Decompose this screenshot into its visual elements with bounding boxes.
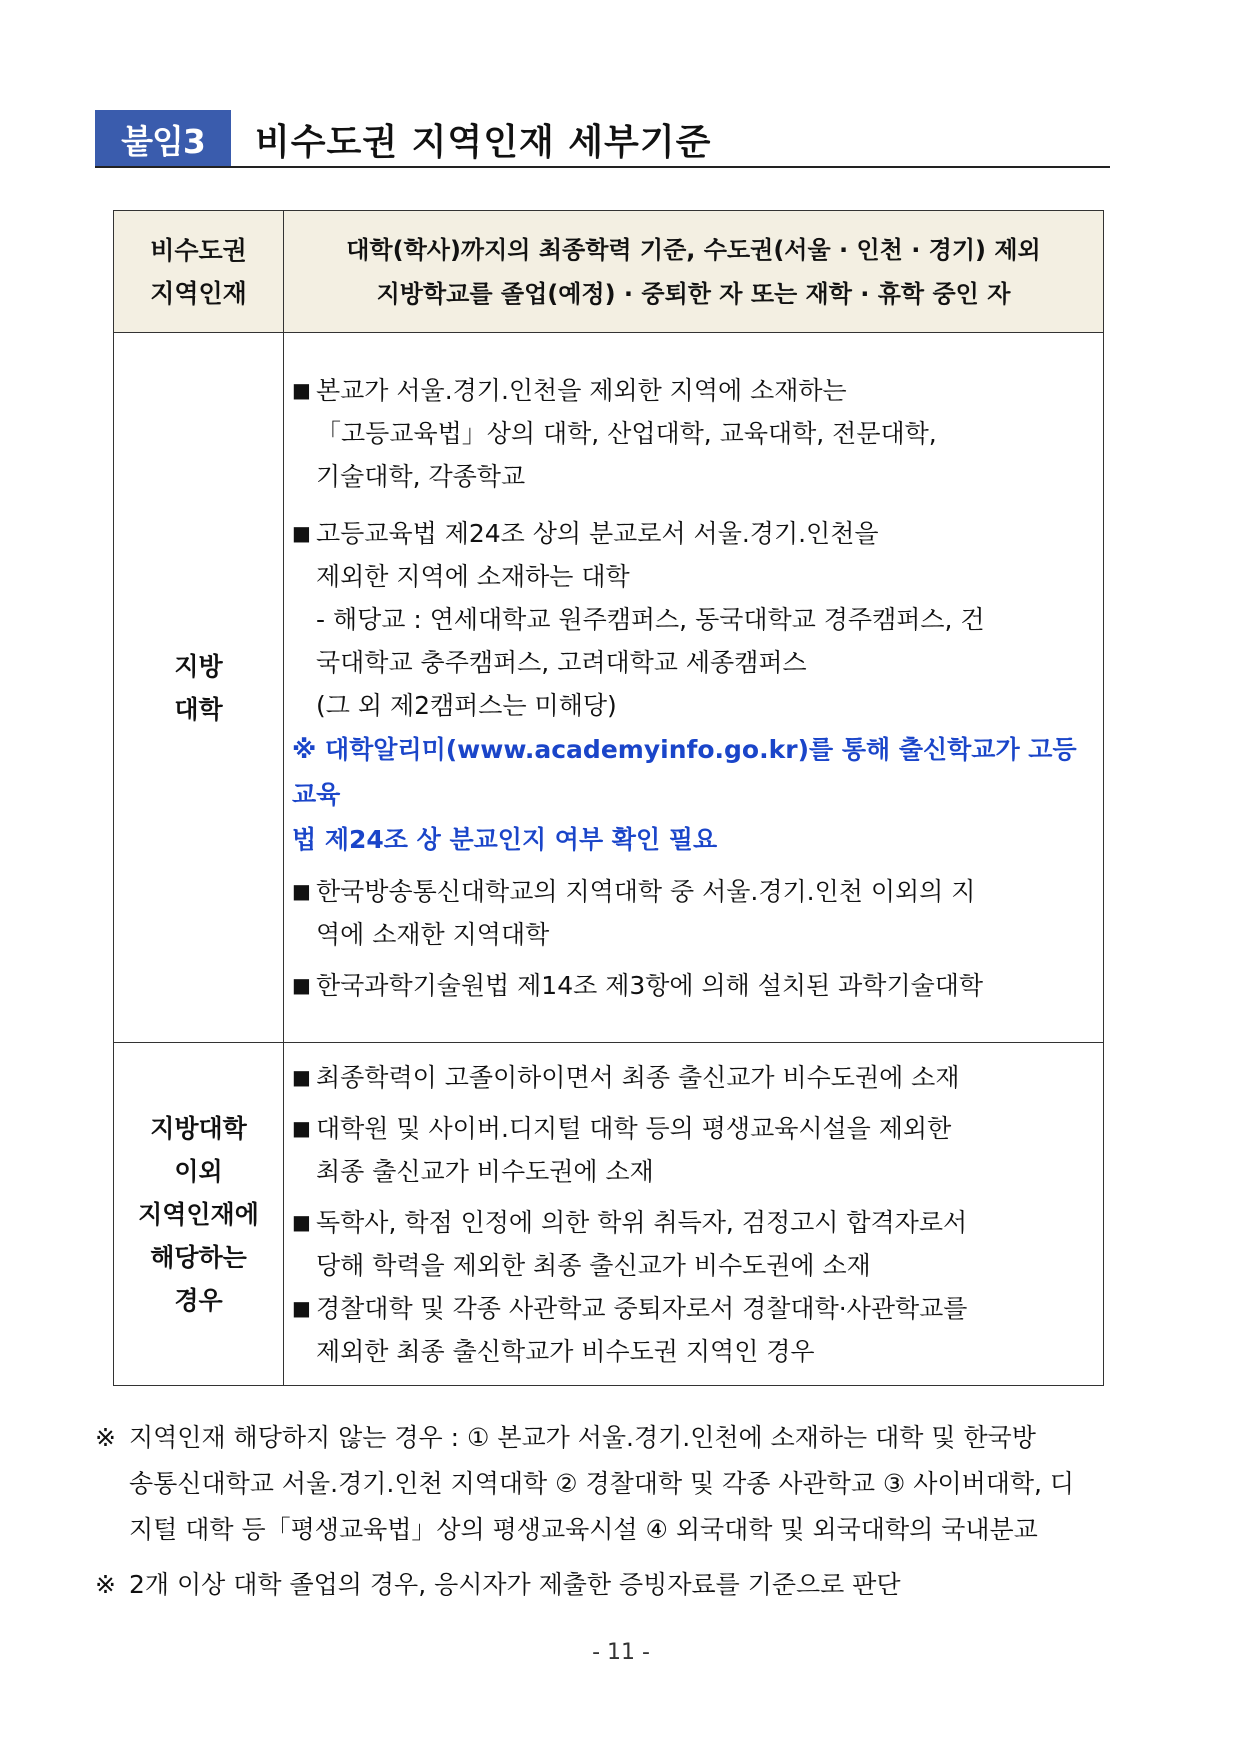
list-item-text: 본교가 서울.경기.인천을 제외한 지역에 소재하는 「고등교육법」상의 대학, 산업대학, 교육대학, 전문대학, 기술대학, 각종학교 xyxy=(316,375,937,491)
list-item xyxy=(292,369,1093,498)
section-header xyxy=(95,110,1110,168)
branch-campus-list: - 해당교 : 연세대학교 원주캠퍼스, 동국대학교 경주캠퍼스, 건 국대학교 충주캠퍼스, 고려대학교 세종캠퍼스 (그 외 제2캠퍼스는 미해당) xyxy=(316,604,985,720)
bullet-square-icon: ■ xyxy=(292,520,311,545)
header-underline xyxy=(95,166,1110,168)
row-label-local-univ xyxy=(114,333,284,1043)
bullet-square-icon: ■ xyxy=(292,972,311,997)
row-label-non-capital xyxy=(114,211,284,333)
bullet-square-icon: ■ xyxy=(292,1295,311,1320)
page-number: - 11 - xyxy=(592,1640,650,1665)
list-item-text: 최종학력이 고졸이하이면서 최종 출신교가 비수도권에 소재 xyxy=(316,1062,960,1092)
definition-text: 대학(학사)까지의 최종학력 기준, 수도권(서울 · 인천 · 경기) 제외 지방학교를 졸업(예정) · 중퇴한 자 또는 재학 · 휴학 중인 자 xyxy=(346,235,1041,308)
list-item-text: 고등교육법 제24조 상의 분교로서 서울.경기.인천을 제외한 지역에 소재하는 대학 xyxy=(316,518,879,591)
label-text: 지방 대학 xyxy=(174,651,223,724)
list-item-text: 대학원 및 사이버.디지털 대학 등의 평생교육시설을 제외한 최종 출신교가 비수도권에 소재 xyxy=(316,1113,952,1186)
list-item-text: 독학사, 학점 인정에 의한 학위 취득자, 검정고시 합격자로서 당해 학력을 제외한 최종 출신교가 비수도권에 소재 xyxy=(316,1207,968,1280)
section-title: 비수도권 지역인재 세부기준 xyxy=(255,122,712,163)
bullet-square-icon: ■ xyxy=(292,1064,311,1089)
verification-note: ※ 대학알리미(www.academyinfo.go.kr)를 통해 출신학교가 고등교육 법 제24조 상 분교인지 여부 확인 필요 xyxy=(292,734,1077,854)
row-label-other xyxy=(114,1043,284,1386)
list-item-text: 경찰대학 및 각종 사관학교 중퇴자로서 경찰대학·사관학교를 제외한 최종 출신학교가 비수도권 지역인 경우 xyxy=(316,1293,968,1366)
label-text: 비수도권 지역인재 xyxy=(150,235,247,308)
other-criteria xyxy=(284,1043,1104,1386)
list-item xyxy=(292,1287,1093,1373)
attachment-badge: 붙임3 xyxy=(95,110,231,168)
list-item xyxy=(292,1056,1093,1099)
list-item-text: 한국방송통신대학교의 지역대학 중 서울.경기.인천 이외의 지 역에 소재한 지역대학 xyxy=(316,876,976,949)
bullet-square-icon: ■ xyxy=(292,1115,311,1140)
label-text: 지방대학 이외 지역인재에 해당하는 경우 xyxy=(138,1113,259,1315)
note-mark-icon: ※ xyxy=(95,1423,116,1452)
definition-cell xyxy=(284,211,1104,333)
note-mark-icon: ※ xyxy=(95,1570,116,1599)
bullet-square-icon: ■ xyxy=(292,878,311,903)
footnote-multiple-degrees xyxy=(95,1562,1110,1608)
footnote-text: 지역인재 해당하지 않는 경우 : ① 본교가 서울.경기.인천에 소재하는 대학 및 한국방 송통신대학교 서울.경기.인천 지역대학 ② 경찰대학 및 각종 사관학교 ③ 사이버대학, 디 지털 대학 등「평생교육법」상의 평생교육시설 ④ 외국대학 및 외국대학의 국내분교 xyxy=(129,1423,1075,1544)
footnote-text: 2개 이상 대학 졸업의 경우, 응시자가 제출한 증빙자료를 기준으로 판단 xyxy=(129,1570,901,1599)
table-row xyxy=(114,1043,1104,1386)
table-row xyxy=(114,211,1104,333)
list-item xyxy=(292,964,1093,1007)
criteria-table xyxy=(113,210,1104,1386)
list-item xyxy=(292,870,1093,956)
table-row xyxy=(114,333,1104,1043)
footnote-exclusions xyxy=(95,1415,1110,1553)
list-item-text: 한국과학기술원법 제14조 제3항에 의해 설치된 과학기술대학 xyxy=(316,970,984,1000)
local-univ-criteria xyxy=(284,333,1104,1043)
bullet-square-icon: ■ xyxy=(292,377,311,402)
list-item xyxy=(292,1201,1093,1287)
list-item xyxy=(292,512,1093,598)
list-item xyxy=(292,1107,1093,1193)
bullet-square-icon: ■ xyxy=(292,1209,311,1234)
